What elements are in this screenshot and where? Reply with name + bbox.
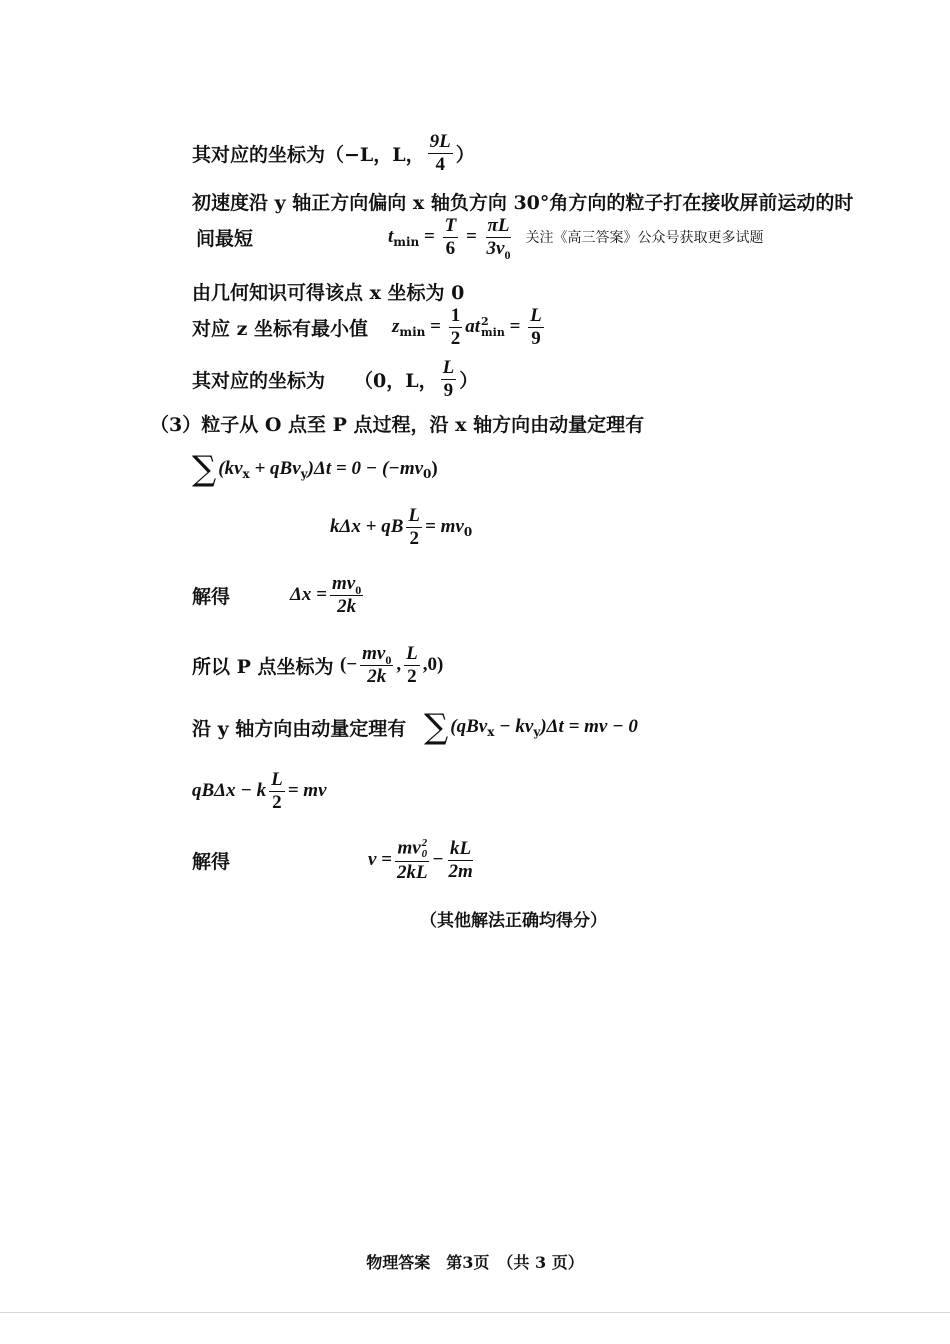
label: 沿 y 轴方向由动量定理有 (192, 717, 407, 740)
fraction-numerator: 1 (450, 305, 461, 326)
bottom-divider (0, 1312, 950, 1313)
text: 间最短 (196, 227, 254, 250)
fraction (330, 574, 363, 617)
text: 其对应的坐标为（−L，L， (192, 143, 425, 166)
fraction-numerator: L (442, 357, 455, 378)
text: 初速度沿 y 轴正方向偏向 x 轴负方向 30°角方向的粒子打在接收屏前运动的时 (192, 192, 854, 214)
math-text: + qBv (249, 458, 301, 479)
math-text: qBΔx − k (192, 780, 267, 802)
subscript: 0 (463, 525, 473, 540)
fraction-numerator: 9L (429, 131, 451, 152)
math-symbol: z (392, 316, 400, 338)
sup-sub (422, 838, 428, 860)
part-3-heading (150, 410, 644, 437)
coordinate-line-6 (192, 358, 478, 401)
momentum-equation-x-simplified (330, 506, 472, 549)
subscript: min (393, 235, 420, 250)
math-text: kΔx + qB (330, 516, 404, 538)
fraction-denominator: 2 (450, 327, 461, 349)
math-text: )Δt = 0 − (−mv (307, 458, 424, 479)
subscript: x (242, 467, 250, 481)
fraction-denominator: 6 (445, 237, 456, 259)
sum-symbol: ∑ (192, 449, 217, 489)
fraction (446, 839, 474, 882)
math-symbol: t (388, 226, 394, 248)
fraction (395, 838, 430, 883)
page-footer: 物理答案 第3页 （共 3 页） (366, 1253, 584, 1272)
momentum-equation-y-simplified (192, 770, 327, 813)
math-text: = mv (287, 780, 327, 802)
fraction (360, 644, 393, 687)
superscript: 2 (421, 837, 428, 849)
sum-symbol: ∑ (424, 707, 449, 747)
num-text: mv (332, 573, 356, 594)
text: ） (455, 143, 475, 166)
fraction-denominator: 2k (337, 595, 357, 617)
subscript: min (481, 326, 505, 340)
solve-delta-x (192, 574, 366, 617)
solve-v (192, 838, 478, 883)
fraction (485, 215, 513, 262)
fraction-numerator (360, 644, 393, 666)
fraction-denominator: 2k (367, 665, 387, 687)
math-text: ) (431, 458, 438, 479)
fraction-denominator: 2kL (397, 862, 428, 883)
math-text: Δx = (290, 584, 327, 606)
fraction (449, 306, 463, 349)
den-text: 3v (486, 237, 505, 259)
text: （其他解法正确均得分） (420, 911, 607, 931)
label: 解得 (192, 585, 231, 608)
fraction-numerator: kL (450, 838, 472, 860)
fraction-numerator: L (530, 305, 542, 326)
fraction-numerator: L (408, 505, 421, 526)
math-text: , (396, 654, 402, 676)
subscript: 0 (355, 583, 362, 597)
subscript: y (300, 467, 308, 481)
fraction-numerator (330, 574, 363, 596)
text: 其对应的坐标为 (192, 369, 326, 392)
math-text: v = (368, 849, 393, 871)
superscript: 2 (481, 315, 489, 329)
math-text: − (432, 849, 444, 871)
fraction-numerator (395, 838, 429, 862)
fraction (269, 770, 285, 813)
text: 由几何知识可得该点 x 坐标为 0 (192, 282, 465, 304)
fraction (443, 216, 459, 259)
subscript: 0 (423, 467, 432, 481)
math-text: − kv (494, 716, 534, 737)
fraction-numerator: L (406, 643, 418, 664)
statement-line-4 (192, 278, 464, 305)
fraction-denominator: 2 (409, 527, 419, 549)
fraction-denominator: 9 (531, 327, 541, 349)
subscript: y (533, 725, 541, 739)
text: （3）粒子从 O 点至 P 点过程，沿 x 轴方向由动量定理有 (150, 414, 645, 436)
momentum-equation-y (192, 707, 638, 747)
subscript: 0 (504, 247, 511, 262)
fraction-numerator: πL (487, 215, 510, 236)
fraction-denominator: 9 (443, 379, 454, 401)
fraction (528, 306, 544, 349)
watermark-text: 关注《高三答案》公众号获取更多试题 (525, 230, 764, 247)
fraction (441, 358, 457, 401)
subscript: x (487, 725, 495, 739)
num-text: mv (397, 837, 421, 859)
fraction-numerator: L (271, 769, 283, 790)
statement-line-2 (192, 188, 853, 215)
label: 所以 P 点坐标为 (192, 655, 334, 678)
fraction-denominator: 2m (448, 860, 473, 882)
num-text: mv (362, 643, 386, 664)
fraction (406, 506, 422, 549)
math-text: (− (340, 654, 358, 676)
label: 解得 (192, 850, 231, 873)
zmin-line: 对应 z 坐标有最小值 z min = $\frac{1}{2}$ at 2 min = $\frac{L}{9}$ (192, 305, 542, 349)
tmin-line: 间最短 t min = $\frac{T}{6}$ = $\frac{\pi L}{3v_0}$ 关注《高三答案》公众号获取更多试题 (196, 215, 764, 262)
fraction-denominator: 2 (407, 665, 417, 687)
point-p-coordinate (192, 644, 443, 687)
math-symbol: at (465, 316, 480, 338)
text: （0，L， (354, 369, 438, 392)
sup-sub (481, 316, 505, 338)
closing-note (420, 906, 607, 931)
math-text: (qBv (450, 716, 488, 737)
fraction-numerator: T (444, 215, 457, 236)
fraction (428, 132, 453, 175)
text: ） (459, 369, 479, 392)
momentum-equation-x (192, 449, 438, 489)
math-text: = mv (425, 516, 464, 538)
fraction-denominator (485, 237, 513, 262)
math-text: )Δt = mv − 0 (540, 716, 638, 737)
math-text: ,0) (422, 654, 444, 676)
subscript: min (399, 325, 426, 340)
text: 对应 z 坐标有最小值 (192, 317, 369, 340)
math-text: (kv (218, 458, 243, 479)
coordinate-line-1 (192, 132, 475, 175)
subscript: 0 (421, 848, 428, 860)
fraction (404, 644, 420, 687)
fraction-denominator: 4 (435, 153, 445, 175)
subscript: 0 (385, 653, 392, 667)
fraction-denominator: 2 (272, 791, 282, 813)
